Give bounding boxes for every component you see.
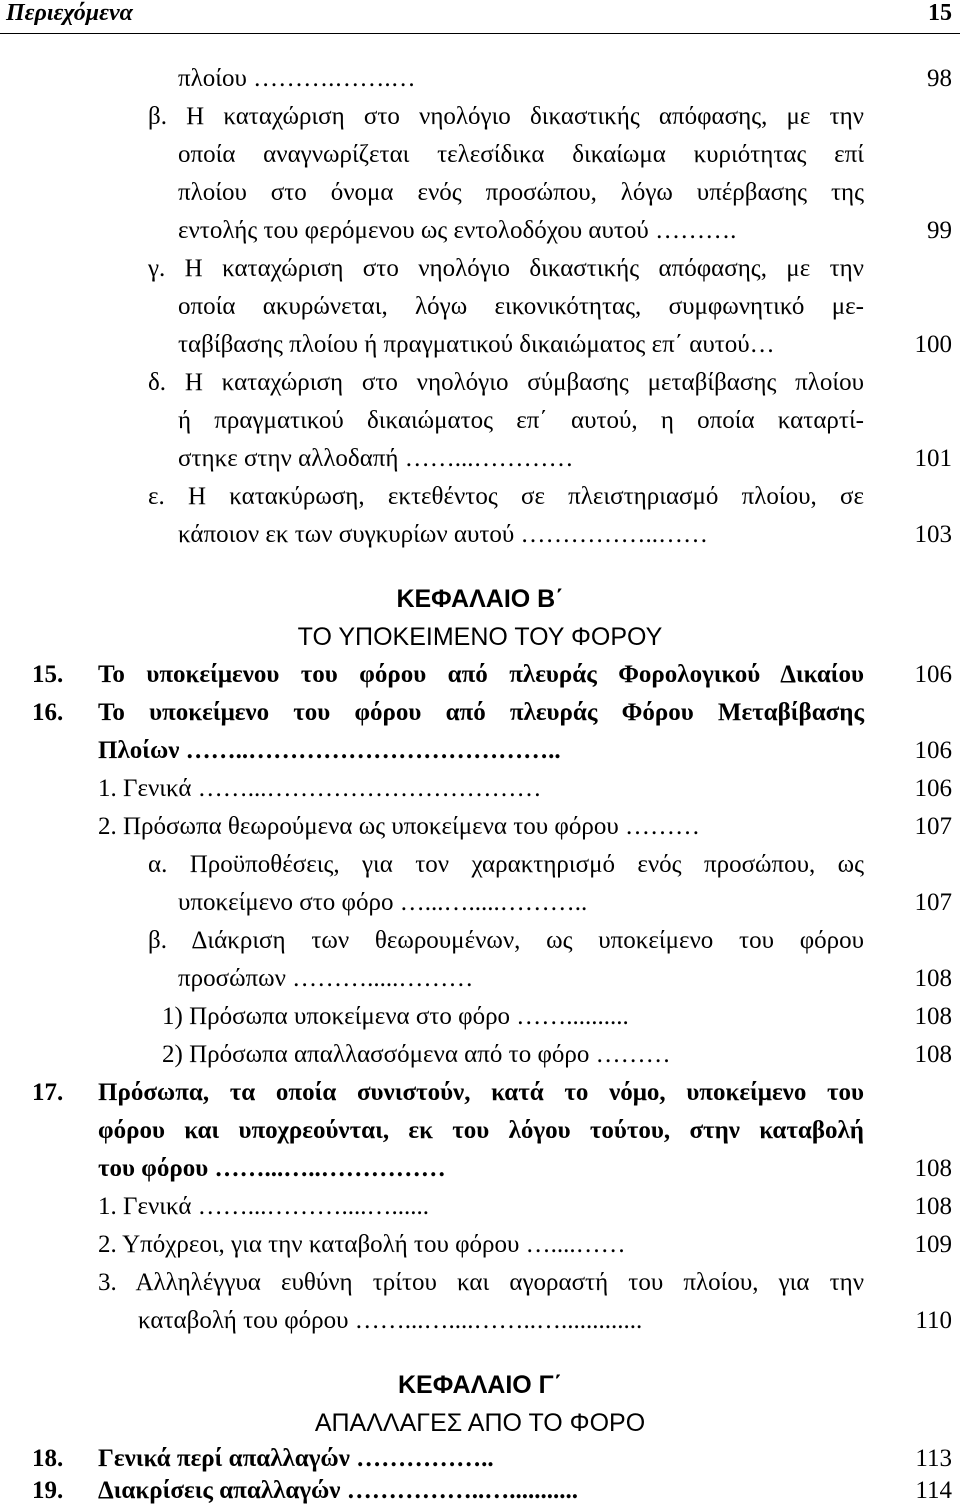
toc-line: Το υποκείμενο του φόρου από πλευράς Φόρου Μεταβίβασης	[98, 699, 864, 726]
toc-line: κάποιον εκ των συγκυρίων αυτού ……………..……	[178, 521, 709, 548]
section-number: 18.	[32, 1445, 64, 1472]
toc-line: καταβολή του φόρου ……...…....……..….............	[138, 1307, 643, 1334]
toc-line: του φόρου ……...…..……………	[98, 1155, 446, 1182]
toc-page-number: 107	[914, 813, 952, 840]
toc-line: πλοίου ……….…….…	[178, 65, 416, 92]
toc-line: οποία ακυρώνεται, λόγω εικονικότητας, συμφωνητικό με-	[178, 293, 864, 320]
toc-line: οποία αναγνωρίζεται τελεσίδικα δικαίωμα κυριότητας επί	[178, 141, 864, 168]
toc-line: Πλοίων ……..………………………………..	[98, 737, 561, 764]
toc-page-number: 98	[927, 65, 952, 92]
toc-page-number: 113	[915, 1445, 952, 1472]
header-page-number: 15	[928, 0, 952, 26]
toc-line: α. Προϋποθέσεις, για τον χαρακτηρισμό ενός προσώπου, ως	[148, 851, 864, 878]
toc-line: 2) Πρόσωπα απαλλασσόμενα από το φόρο ………	[162, 1041, 671, 1068]
toc-line: β. Διάκριση των θεωρουμένων, ως υποκείμενο του φόρου	[148, 927, 864, 954]
toc-line: β. Η καταχώριση στο νηολόγιο δικαστικής απόφασης, με την	[148, 103, 864, 130]
toc-page-number: 101	[914, 445, 952, 472]
section-number: 17.	[32, 1079, 64, 1106]
toc-line: πλοίου στο όνομα ενός προσώπου, λόγω υπέρβασης της	[178, 179, 864, 206]
toc-line: 1. Γενικά ……...………....…......	[98, 1193, 429, 1220]
toc-page-number: 109	[914, 1231, 952, 1258]
toc-page-number: 106	[914, 737, 952, 764]
toc-line: 1. Γενικά ……...……………………………	[98, 775, 542, 802]
toc-page-number: 106	[914, 661, 952, 688]
toc-page-number: 108	[914, 1193, 952, 1220]
toc-line: δ. Η καταχώριση στο νηολόγιο σύμβασης μεταβίβασης πλοίου	[148, 369, 864, 396]
section-number: 19.	[32, 1477, 64, 1504]
chapter-title: ΑΠΑΛΛΑΓΕΣ ΑΠΟ ΤΟ ΦΟΡΟ	[314, 1409, 646, 1437]
toc-line: προσώπων ……….....………	[178, 965, 474, 992]
page-header	[0, 0, 960, 34]
toc-line: στηκε στην αλλοδαπή ……...…………	[178, 445, 574, 472]
header-title: Περιεχόμενα	[6, 0, 133, 26]
toc-page-number: 107	[914, 889, 952, 916]
toc-page-number: 108	[914, 965, 952, 992]
toc-line: Πρόσωπα, τα οποία συνιστούν, κατά το νόμο, υποκείμενο του	[98, 1079, 864, 1106]
toc-line: γ. Η καταχώριση στο νηολόγιο δικαστικής απόφασης, με την	[148, 255, 864, 282]
toc-page-number: 99	[927, 217, 952, 244]
toc-line: 2. Υπόχρεοι, για την καταβολή του φόρου …....……	[98, 1231, 626, 1258]
chapter-title: ΤΟ ΥΠΟΚΕΙΜΕΝΟ ΤΟΥ ΦΟΡΟΥ	[297, 623, 663, 651]
toc-line: Το υποκείμενου του φόρου από πλευράς Φορολογικού Δικαίου	[98, 661, 864, 688]
toc-line: ή πραγματικού δικαιώματος επ΄ αυτού, η οποία καταρτί-	[178, 407, 864, 434]
toc-line: 2. Πρόσωπα θεωρούμενα ως υποκείμενα του φόρου ………	[98, 813, 700, 840]
toc-page-number: 100	[914, 331, 952, 358]
toc-page-number: 108	[914, 1003, 952, 1030]
toc-line: Γενικά περί απαλλαγών ……………..	[98, 1445, 494, 1472]
toc-line: 3. Αλληλέγγυα ευθύνη τρίτου και αγοραστή του πλοίου, για την	[98, 1269, 864, 1296]
toc-line: υποκείμενο στο φόρο …...….....………..	[178, 889, 588, 916]
toc-line: φόρου και υποχρεούνται, εκ του λόγου τούτου, στην καταβολή	[98, 1117, 864, 1144]
toc-line: ε. Η κατακύρωση, εκτεθέντος σε πλειστηριασμό πλοίου, σε	[148, 483, 864, 510]
toc-page-number: 108	[914, 1155, 952, 1182]
section-number: 15.	[32, 661, 64, 688]
toc-page-number: 108	[914, 1041, 952, 1068]
chapter-label: ΚΕΦΑΛΑΙΟ Γ΄	[397, 1371, 563, 1399]
toc-line: ταβίβασης πλοίου ή πραγματικού δικαιώματος επ΄ αυτού…	[178, 331, 775, 358]
toc-line: εντολής του φερόμενου ως εντολοδόχου αυτού ……….	[178, 217, 737, 244]
toc-line: 1) Πρόσωπα υποκείμενα στο φόρο ……..........	[162, 1003, 629, 1030]
toc-page-number: 114	[915, 1477, 952, 1504]
toc-page-number: 103	[914, 521, 952, 548]
chapter-label: ΚΕΦΑΛΑΙΟ Β΄	[396, 585, 564, 613]
toc-page-number: 110	[915, 1307, 952, 1334]
toc-page-number: 106	[914, 775, 952, 802]
toc-line: Διακρίσεις απαλλαγών ……………..…...........	[98, 1477, 578, 1504]
section-number: 16.	[32, 699, 64, 726]
